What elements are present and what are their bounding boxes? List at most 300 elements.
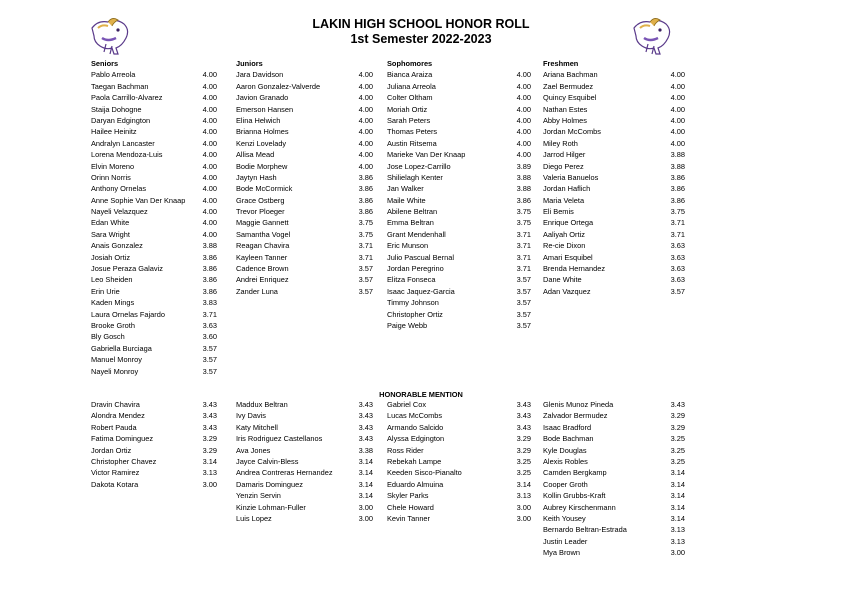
student-name: Julio Pascual Bernal: [387, 252, 454, 262]
student-gpa: 3.75: [358, 229, 373, 239]
student-name: Samantha Vogel: [236, 229, 291, 239]
student-row: [543, 81, 685, 92]
student-row: [91, 410, 217, 421]
student-gpa: 3.43: [358, 422, 373, 432]
student-gpa: 3.43: [202, 422, 217, 432]
seniors-column: [91, 58, 217, 377]
student-row: [91, 320, 217, 331]
student-name: Jose Lopez-Carrillo: [387, 161, 451, 171]
student-name: Eli Bemis: [543, 207, 574, 217]
page-subtitle: 1st Semester 2022-2023: [350, 32, 492, 46]
student-name: Austin Ritsema: [387, 138, 437, 148]
student-gpa: 3.63: [670, 252, 685, 262]
student-name: Eduardo Almuina: [387, 479, 444, 489]
student-gpa: 3.25: [670, 434, 685, 444]
student-gpa: 3.88: [516, 172, 531, 182]
student-gpa: 3.14: [670, 468, 685, 478]
student-row: [387, 399, 531, 410]
student-row: [387, 104, 531, 115]
student-name: Taegan Bachman: [91, 81, 149, 91]
student-row: [387, 126, 531, 137]
student-name: Keeden Sisco-Pianalto: [387, 468, 462, 478]
student-gpa: 4.00: [202, 229, 217, 239]
student-row: [387, 286, 531, 297]
student-row: [91, 366, 217, 377]
student-gpa: 4.00: [516, 150, 531, 160]
student-gpa: 3.14: [670, 502, 685, 512]
student-row: [91, 286, 217, 297]
student-row: [91, 149, 217, 160]
student-row: [387, 309, 531, 320]
student-row: [236, 513, 373, 524]
student-row: [91, 229, 217, 240]
student-name: Adan Vazquez: [543, 286, 591, 296]
student-name: Cadence Brown: [236, 264, 289, 274]
student-row: [236, 229, 373, 240]
student-gpa: 3.71: [516, 252, 531, 262]
student-gpa: 3.57: [202, 343, 217, 353]
student-name: Dane White: [543, 275, 582, 285]
student-name: Anais Gonzalez: [91, 241, 143, 251]
student-gpa: 3.43: [202, 400, 217, 409]
student-name: Dravin Chavira: [91, 400, 140, 409]
student-name: Jordan McCombs: [543, 127, 601, 137]
student-gpa: 3.43: [358, 434, 373, 444]
student-name: Jara Davidson: [236, 70, 284, 80]
class-heading: Sophomores: [387, 59, 433, 68]
student-name: Andrei Enriquez: [236, 275, 289, 285]
student-gpa: 3.00: [516, 513, 531, 523]
student-gpa: 3.89: [516, 161, 531, 171]
student-row: [91, 399, 217, 410]
student-row: [387, 115, 531, 126]
student-gpa: 3.57: [516, 298, 531, 308]
student-gpa: 3.14: [670, 479, 685, 489]
student-gpa: 3.13: [670, 525, 685, 535]
student-row: [543, 217, 685, 228]
student-gpa: 4.00: [202, 70, 217, 80]
student-gpa: 3.43: [670, 400, 685, 409]
student-gpa: 3.29: [202, 445, 217, 455]
student-row: [543, 161, 685, 172]
student-row: [543, 410, 685, 421]
student-row: [387, 490, 531, 501]
student-row: [543, 433, 685, 444]
student-name: Amari Esquibel: [543, 252, 593, 262]
student-row: [387, 433, 531, 444]
student-name: Nayeli Monroy: [91, 366, 139, 376]
student-row: [91, 138, 217, 149]
student-row: [236, 274, 373, 285]
student-row: [387, 274, 531, 285]
student-row: [236, 195, 373, 206]
student-row: [543, 263, 685, 274]
student-row: [387, 229, 531, 240]
student-name: Manuel Monroy: [91, 355, 142, 365]
student-row: [387, 81, 531, 92]
student-name: Edan White: [91, 218, 130, 228]
student-gpa: 3.86: [358, 195, 373, 205]
student-gpa: 3.88: [516, 184, 531, 194]
page-title: LAKIN HIGH SCHOOL HONOR ROLL: [312, 17, 530, 31]
student-name: Jordan Ortiz: [91, 445, 132, 455]
student-name: Ross Rider: [387, 445, 424, 455]
student-row: [236, 126, 373, 137]
student-row: [543, 69, 685, 80]
student-gpa: 3.13: [670, 536, 685, 546]
student-row: [91, 479, 217, 490]
student-row: [91, 252, 217, 263]
student-name: Eric Munson: [387, 241, 429, 251]
student-gpa: 4.00: [516, 127, 531, 137]
student-gpa: 4.00: [202, 115, 217, 125]
class-heading: Freshmen: [543, 59, 579, 68]
student-row: [91, 456, 217, 467]
student-gpa: 3.14: [670, 513, 685, 523]
student-name: Bly Gosch: [91, 332, 125, 342]
student-name: Maria Veleta: [543, 195, 585, 205]
student-name: Juliana Arreola: [387, 81, 436, 91]
student-row: [543, 104, 685, 115]
student-gpa: 3.57: [202, 355, 217, 365]
student-name: Brianna Holmes: [236, 127, 289, 137]
student-row: [236, 502, 373, 513]
student-gpa: 4.00: [202, 184, 217, 194]
student-row: [543, 126, 685, 137]
student-gpa: 3.43: [358, 400, 373, 409]
student-gpa: 4.00: [358, 127, 373, 137]
student-name: Camden Bergkamp: [543, 468, 607, 478]
student-name: Andralyn Lancaster: [91, 138, 155, 148]
student-name: Christopher Ortiz: [387, 309, 443, 319]
student-row: [543, 138, 685, 149]
student-gpa: 3.57: [358, 286, 373, 296]
student-row: [236, 206, 373, 217]
student-row: [236, 456, 373, 467]
student-row: [91, 172, 217, 183]
student-row: [91, 354, 217, 365]
student-gpa: 3.71: [358, 241, 373, 251]
honorable-mention-column: [543, 399, 685, 558]
student-name: Christopher Chavez: [91, 456, 157, 466]
student-gpa: 3.25: [670, 445, 685, 455]
student-gpa: 3.29: [670, 411, 685, 421]
student-name: Aubrey Kirschenmann: [543, 502, 616, 512]
student-gpa: 4.00: [358, 81, 373, 91]
student-name: Alyssa Edgington: [387, 434, 445, 444]
student-gpa: 3.86: [202, 264, 217, 274]
student-name: Erin Urie: [91, 286, 120, 296]
student-name: Katy Mitchell: [236, 422, 278, 432]
student-gpa: 4.00: [670, 104, 685, 114]
student-gpa: 4.00: [516, 104, 531, 114]
student-name: Kyle Douglas: [543, 445, 587, 455]
student-row: [236, 410, 373, 421]
student-row: [387, 445, 531, 456]
student-row: [91, 126, 217, 137]
student-name: Grant Mendenhall: [387, 229, 446, 239]
student-name: Trevor Ploeger: [236, 207, 285, 217]
student-gpa: 3.14: [202, 456, 217, 466]
student-row: [387, 479, 531, 490]
student-gpa: 3.86: [670, 172, 685, 182]
student-gpa: 3.00: [358, 502, 373, 512]
student-gpa: 3.25: [516, 468, 531, 478]
student-name: Luis Lopez: [236, 513, 272, 523]
student-name: Josiah Ortiz: [91, 252, 131, 262]
student-row: [543, 195, 685, 206]
student-row: [543, 479, 685, 490]
student-gpa: 3.38: [358, 445, 373, 455]
student-row: [91, 115, 217, 126]
student-name: Dakota Kotara: [91, 479, 139, 489]
student-name: Lorena Mendoza-Luis: [91, 150, 163, 160]
student-gpa: 3.86: [202, 286, 217, 296]
student-gpa: 3.14: [670, 491, 685, 501]
student-row: [543, 490, 685, 501]
student-row: [387, 183, 531, 194]
student-row: [543, 172, 685, 183]
student-name: Kevin Tanner: [387, 513, 431, 523]
student-row: [91, 206, 217, 217]
student-name: Elvin Moreno: [91, 161, 135, 171]
student-row: [543, 206, 685, 217]
student-row: [236, 399, 373, 410]
student-gpa: 4.00: [202, 104, 217, 114]
student-gpa: 4.00: [358, 138, 373, 148]
student-gpa: 3.14: [358, 479, 373, 489]
student-row: [387, 217, 531, 228]
student-name: Keith Yousey: [543, 513, 586, 523]
student-row: [236, 69, 373, 80]
student-row: [387, 320, 531, 331]
student-row: [236, 479, 373, 490]
student-name: Armando Salcido: [387, 422, 444, 432]
student-name: Anne Sophie Van Der Knaap: [91, 195, 186, 205]
student-gpa: 3.14: [358, 491, 373, 501]
student-name: Alexis Robles: [543, 456, 588, 466]
student-gpa: 3.75: [516, 207, 531, 217]
student-name: Jarrod Hilger: [543, 150, 586, 160]
student-row: [387, 513, 531, 524]
student-row: [543, 422, 685, 433]
student-gpa: 4.00: [358, 150, 373, 160]
student-row: [91, 445, 217, 456]
student-gpa: 3.43: [358, 411, 373, 421]
student-gpa: 3.00: [202, 479, 217, 489]
student-row: [91, 104, 217, 115]
student-row: [236, 263, 373, 274]
class-heading: Juniors: [236, 59, 263, 68]
class-heading: Seniors: [91, 59, 119, 68]
honorable-mention-column: [236, 399, 373, 524]
student-gpa: 4.00: [670, 93, 685, 103]
student-name: Isaac Jaquez-Garcia: [387, 286, 455, 296]
student-name: Sarah Peters: [387, 115, 431, 125]
student-gpa: 3.57: [516, 309, 531, 319]
student-name: Ariana Bachman: [543, 70, 598, 80]
student-gpa: 3.71: [516, 241, 531, 251]
student-row: [387, 69, 531, 80]
student-row: [387, 252, 531, 263]
student-row: [91, 161, 217, 172]
student-gpa: 3.86: [202, 275, 217, 285]
student-row: [91, 81, 217, 92]
student-name: Bodie Morphew: [236, 161, 288, 171]
student-row: [91, 217, 217, 228]
student-name: Staija Dohogne: [91, 104, 142, 114]
student-row: [543, 399, 685, 410]
student-gpa: 3.13: [516, 491, 531, 501]
student-row: [236, 445, 373, 456]
student-name: Hailee Heinitz: [91, 127, 137, 137]
student-gpa: 3.71: [670, 218, 685, 228]
sophomores-column: [387, 58, 531, 331]
student-name: Valeria Banuelos: [543, 172, 599, 182]
student-gpa: 3.57: [516, 275, 531, 285]
student-name: Reagan Chavira: [236, 241, 290, 251]
student-gpa: 4.00: [516, 70, 531, 80]
honorable-mention-heading: HONORABLE MENTION: [379, 390, 463, 399]
student-name: Isaac Bradford: [543, 422, 592, 432]
student-name: Shilielagh Kenter: [387, 172, 443, 182]
student-gpa: 4.00: [358, 161, 373, 171]
student-row: [543, 536, 685, 547]
student-gpa: 3.57: [358, 264, 373, 274]
student-row: [91, 309, 217, 320]
student-name: Quincy Esquibel: [543, 93, 597, 103]
student-name: Elina Helwich: [236, 115, 281, 125]
student-row: [543, 445, 685, 456]
student-name: Skyler Parks: [387, 491, 429, 501]
student-row: [387, 240, 531, 251]
student-gpa: 4.00: [516, 93, 531, 103]
student-gpa: 3.43: [202, 411, 217, 421]
student-gpa: 3.86: [358, 207, 373, 217]
student-gpa: 4.00: [670, 70, 685, 80]
student-row: [387, 263, 531, 274]
student-name: Aaliyah Ortiz: [543, 229, 585, 239]
student-row: [236, 104, 373, 115]
student-name: Abilene Beltran: [387, 207, 438, 217]
student-row: [236, 467, 373, 478]
student-row: [543, 149, 685, 160]
student-row: [543, 92, 685, 103]
student-name: Gabriella Burciaga: [91, 343, 152, 353]
student-row: [387, 297, 531, 308]
student-gpa: 3.86: [670, 195, 685, 205]
student-row: [543, 252, 685, 263]
student-row: [236, 149, 373, 160]
student-name: Maile White: [387, 195, 426, 205]
student-row: [387, 456, 531, 467]
student-name: Mya Brown: [543, 548, 580, 558]
student-row: [543, 502, 685, 513]
student-name: Damaris Dominguez: [236, 479, 303, 489]
student-row: [91, 433, 217, 444]
student-name: Paige Webb: [387, 320, 428, 330]
student-gpa: 3.43: [516, 411, 531, 421]
student-gpa: 4.00: [202, 218, 217, 228]
student-gpa: 4.00: [202, 127, 217, 137]
student-name: Jaytyn Hash: [236, 172, 277, 182]
student-name: Zael Bermudez: [543, 81, 594, 91]
student-name: Justin Leader: [543, 536, 588, 546]
student-name: Abby Holmes: [543, 115, 587, 125]
student-row: [91, 263, 217, 274]
student-gpa: 3.57: [670, 286, 685, 296]
student-gpa: 4.00: [202, 138, 217, 148]
student-row: [91, 467, 217, 478]
student-name: Nayeli Velazquez: [91, 207, 148, 217]
student-name: Brenda Hernandez: [543, 264, 606, 274]
student-gpa: 3.29: [202, 434, 217, 444]
student-name: Jan Walker: [387, 184, 424, 194]
student-row: [236, 81, 373, 92]
student-row: [236, 161, 373, 172]
student-row: [91, 69, 217, 80]
student-gpa: 3.63: [670, 241, 685, 251]
student-gpa: 3.29: [670, 422, 685, 432]
student-gpa: 3.14: [358, 456, 373, 466]
student-gpa: 3.88: [670, 161, 685, 171]
student-row: [387, 138, 531, 149]
student-row: [543, 240, 685, 251]
student-name: Thomas Peters: [387, 127, 438, 137]
student-gpa: 3.14: [516, 479, 531, 489]
student-gpa: 4.00: [358, 115, 373, 125]
student-name: Kenzi Lovelady: [236, 138, 287, 148]
student-name: Emma Beltran: [387, 218, 434, 228]
student-name: Pablo Arreola: [91, 70, 136, 80]
student-row: [91, 297, 217, 308]
student-gpa: 4.00: [516, 81, 531, 91]
student-gpa: 3.13: [202, 468, 217, 478]
student-name: Nathan Estes: [543, 104, 588, 114]
student-gpa: 3.29: [516, 445, 531, 455]
student-row: [387, 195, 531, 206]
student-name: Emerson Hansen: [236, 104, 294, 114]
student-gpa: 4.00: [358, 104, 373, 114]
honorable-mention-column: [91, 399, 217, 490]
student-row: [543, 286, 685, 297]
student-name: Lucas McCombs: [387, 411, 443, 421]
student-gpa: 3.86: [358, 184, 373, 194]
student-name: Kaden Mings: [91, 298, 135, 308]
student-gpa: 4.00: [202, 207, 217, 217]
student-gpa: 4.00: [358, 70, 373, 80]
student-name: Zander Luna: [236, 286, 278, 296]
student-row: [91, 343, 217, 354]
student-name: Paola Carrillo-Alvarez: [91, 93, 163, 103]
student-gpa: 3.25: [670, 456, 685, 466]
student-row: [387, 206, 531, 217]
student-name: Kinzie Lohman-Fuller: [236, 502, 306, 512]
student-gpa: 3.57: [358, 275, 373, 285]
student-row: [91, 240, 217, 251]
student-row: [91, 274, 217, 285]
student-row: [91, 92, 217, 103]
student-name: Victor Ramirez: [91, 468, 140, 478]
student-row: [543, 183, 685, 194]
student-gpa: 3.86: [202, 252, 217, 262]
student-row: [236, 92, 373, 103]
student-name: Iris Rodriguez Castellanos: [236, 434, 323, 444]
student-name: Sara Wright: [91, 229, 130, 239]
student-row: [236, 286, 373, 297]
student-gpa: 4.00: [670, 81, 685, 91]
student-name: Javion Granado: [236, 93, 289, 103]
